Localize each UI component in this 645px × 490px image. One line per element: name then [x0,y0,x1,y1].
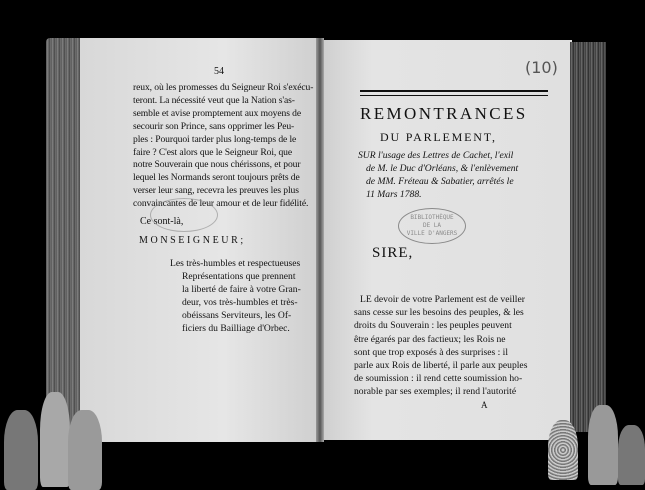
stamp-text: VILLE D'ANGERS [406,230,458,237]
text-line: convaincantes de leur amour et de leur fidélité. [133,198,309,210]
closing-text: Ce sont-là, [140,216,184,227]
text-line: sans cesse sur les besoins des peuples, & les [354,307,524,319]
text-line: parle aux Rois de liberté, il parle aux peuples [354,360,528,372]
text-line: LE devoir de votre Parlement est de veiller [360,294,525,305]
address: SIRE, [372,245,414,261]
text-line: teront. La nécessité veut que la Nation s'as- [133,94,295,106]
text-line: reux, où les promesses du Seigneur Roi s'exécu- [133,82,314,93]
handwritten-number: (10) [525,58,558,77]
glove-finger [618,425,645,485]
text-line: obéissans Serviteurs, les Of- [182,309,292,321]
glove-finger [40,392,70,487]
text-line: Les très-humbles et respectueuses [170,258,301,269]
library-stamp [398,208,466,244]
text-line: Représentations que prennent [182,270,296,282]
italic-description [358,149,518,201]
title: REMONTRANCES [360,104,528,123]
header-rule [360,90,548,96]
salutation: MONSEIGNEUR; [139,235,246,246]
glove-finger [68,410,102,490]
text-line: sont que trop exposés à des surprises : il [354,346,509,358]
text-line: de MM. Fréteau & Sabatier, arrêtés le [366,176,514,187]
text-line: secourir son Prince, sans opprimer les Peu- [133,120,295,132]
signature-paragraph [170,258,301,335]
text-line: droits du Souverain : les peuples peuvent [354,320,512,332]
library-stamp [150,198,218,232]
text-line: semble et avise promptement aux moyens de [133,107,302,119]
text-line: verser leur sang, recevra les preuves les plus [133,185,299,197]
thimble [548,420,578,480]
subtitle: DU PARLEMENT, [380,130,497,144]
signature-mark: A [481,400,488,410]
text-line: de soumission : il rend cette soumission ho- [354,373,523,385]
left-page-edges [46,38,82,442]
text-line: être égarés par des factieux; les Rois ne [354,333,506,345]
left-page-text [133,82,314,211]
text-line: la liberté de faire à votre Gran- [182,283,301,295]
glove-finger [4,410,38,490]
page-number: 54 [214,66,224,77]
book-gutter [316,38,324,442]
text-line: 11 Mars 1788. [366,189,422,200]
glove-finger [588,405,618,485]
text-line: norable par ses exemples; il rend l'autorité [354,386,517,398]
stamp-text: DE LA [422,222,442,229]
stamp-text: BIBLIOTHÈQUE [410,214,454,221]
text-line: SUR l'usage des Lettres de Cachet, l'exil [358,150,514,161]
text-line: faire ? C'est alors que le Seigneur Roi, que [133,146,293,158]
text-line: lequel les Normands seront toujours prêts de [133,172,300,184]
text-line: ples : Pourquoi tarder plus long-temps de le [133,133,297,145]
right-page-edges [570,42,606,432]
text-line: ficiers du Bailliage d'Orbec. [182,322,290,334]
text-line: deur, vos très-humbles et très- [182,296,298,308]
text-line: notre Souverain que nous chérissons, et pour [133,159,301,171]
text-line: de M. le Duc d'Orléans, & l'enlèvement [366,163,519,174]
body-text [354,293,527,399]
